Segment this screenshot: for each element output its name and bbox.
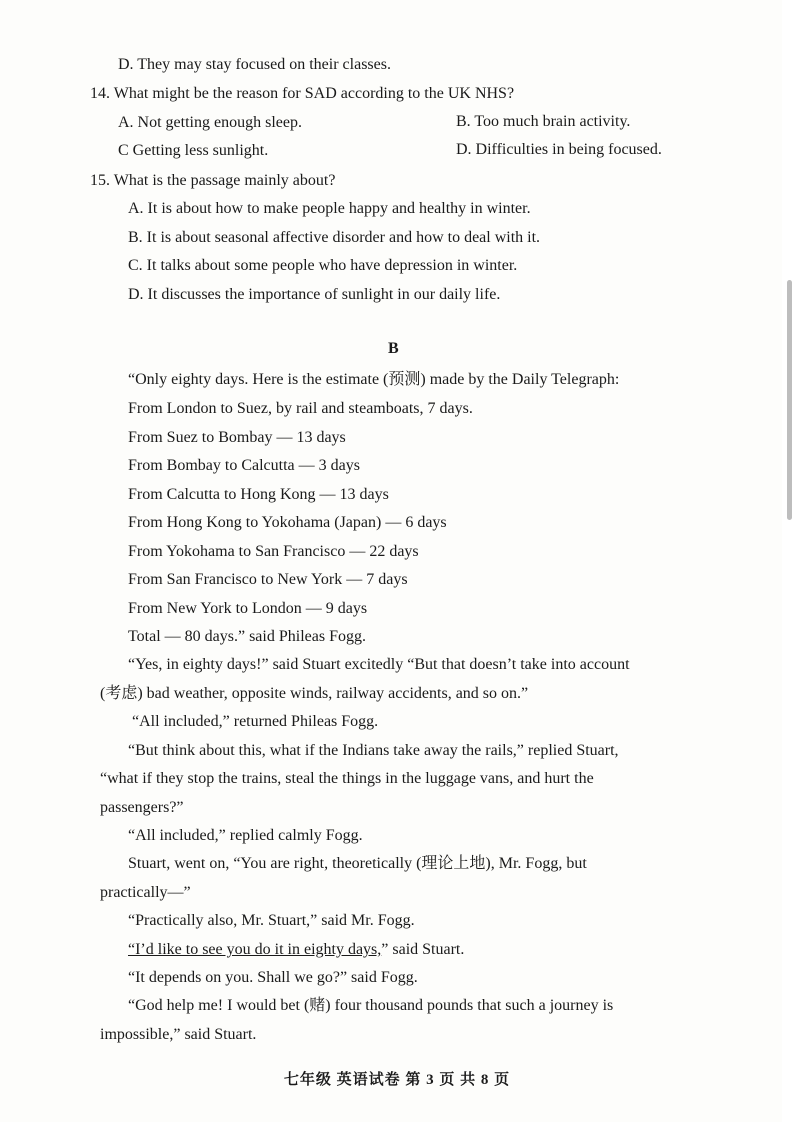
page-footer: 七年级 英语试卷 第 3 页 共 8 页 — [283, 1072, 511, 1088]
route-line: From San Francisco to New York — 7 days — [128, 571, 408, 588]
route-line: From New York to London — 9 days — [128, 600, 368, 617]
paragraph-line: “what if they stop the trains, steal the things in the luggage vans, and hurt the — [100, 770, 594, 787]
q15-option-d: D. It discusses the importance of sunlight in our daily life. — [128, 286, 501, 303]
route-line: From Calcutta to Hong Kong — 13 days — [128, 486, 389, 503]
q14-option-b: B. Too much brain activity. — [456, 113, 631, 130]
paragraph-line: “Practically also, Mr. Stuart,” said Mr. Fogg. — [128, 912, 415, 929]
paragraph-line: “All included,” replied calmly Fogg. — [128, 827, 363, 844]
q14-option-d: D. Difficulties in being focused. — [456, 141, 662, 158]
total-line: Total — 80 days.” said Phileas Fogg. — [128, 628, 366, 645]
estimate-intro: “Only eighty days. Here is the estimate (预测) made by the Daily Telegraph: — [128, 371, 620, 388]
q13-option-d: D. They may stay focused on their classes. — [118, 56, 391, 73]
scrollbar-thumb[interactable] — [787, 280, 792, 520]
q14-option-c: C Getting less sunlight. — [118, 142, 269, 159]
paragraph-line: “But think about this, what if the Indians take away the rails,” replied Stuart, — [128, 742, 619, 759]
q14-question: 14. What might be the reason for SAD according to the UK NHS? — [90, 85, 515, 102]
paragraph-text: “Yes, in eighty days!” said Stuart excitedly “But that doesn’t take into account — [128, 656, 630, 673]
q14-option-a: A. Not getting enough sleep. — [118, 114, 302, 131]
q15-option-b: B. It is about seasonal affective disorder and how to deal with it. — [128, 229, 541, 246]
paragraph-line: “All included,” returned Phileas Fogg. — [132, 713, 379, 730]
route-line: From Bombay to Calcutta — 3 days — [128, 457, 360, 474]
paragraph-line — [128, 654, 700, 676]
section-b-heading: B — [388, 340, 399, 357]
paragraph-line: “It depends on you. Shall we go?” said Fogg. — [128, 969, 418, 986]
route-line: From Yokohama to San Francisco — 22 days — [128, 543, 419, 560]
paragraph-line: practically—” — [100, 884, 191, 901]
paragraph-line: passengers?” — [100, 799, 184, 816]
route-line: From Suez to Bombay — 13 days — [128, 429, 346, 446]
sentence-rest: ” said Stuart. — [381, 941, 465, 958]
paragraph-line: impossible,” said Stuart. — [100, 1026, 257, 1043]
route-line: From London to Suez, by rail and steamboats, 7 days. — [128, 400, 473, 417]
paragraph-line: (考虑) bad weather, opposite winds, railway accidents, and so on.” — [100, 685, 529, 702]
q15-question: 15. What is the passage mainly about? — [90, 172, 336, 189]
route-line: From Hong Kong to Yokohama (Japan) — 6 days — [128, 514, 447, 531]
q15-option-c: C. It talks about some people who have depression in winter. — [128, 257, 518, 274]
paragraph-line — [128, 939, 464, 961]
paragraph-line: “God help me! I would bet (赌) four thousand pounds that such a journey is — [128, 997, 614, 1014]
q15-option-a: A. It is about how to make people happy and healthy in winter. — [128, 200, 531, 217]
underlined-sentence: “I’d like to see you do it in eighty days, — [128, 941, 382, 958]
paragraph-line: Stuart, went on, “You are right, theoretically (理论上地), Mr. Fogg, but — [128, 855, 587, 872]
